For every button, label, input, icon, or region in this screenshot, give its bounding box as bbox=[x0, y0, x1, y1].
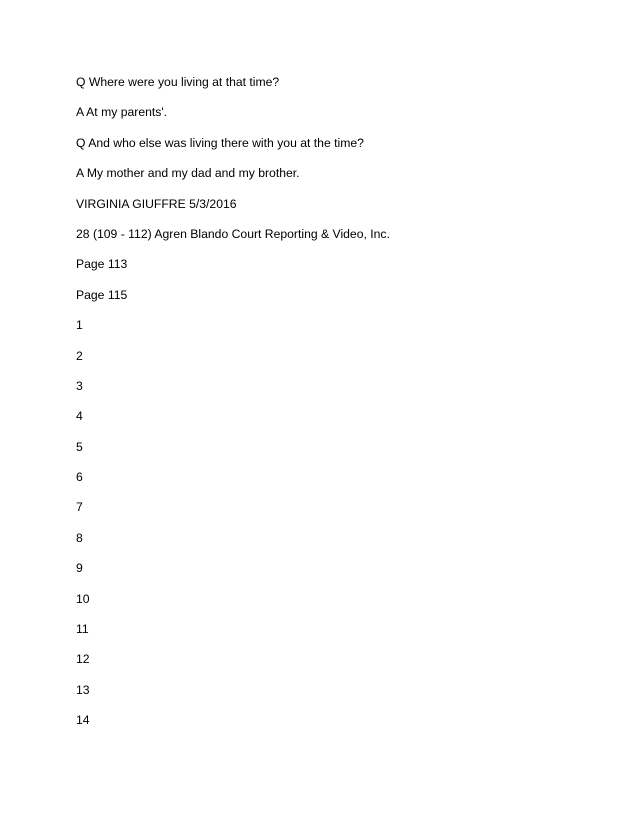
line-number: 10 bbox=[76, 591, 90, 606]
question-line: Q And who else was living there with you at the time? bbox=[76, 135, 364, 150]
page-label: Page 115 bbox=[76, 287, 128, 302]
line-number: 9 bbox=[76, 561, 83, 576]
line-number: 14 bbox=[76, 713, 90, 728]
line-number: 1 bbox=[76, 318, 83, 333]
line-number: 3 bbox=[76, 378, 83, 393]
page-label: Page 113 bbox=[76, 257, 128, 272]
line-number: 2 bbox=[76, 348, 83, 363]
question-line: Q Where were you living at that time? bbox=[76, 75, 280, 89]
line-number: 12 bbox=[76, 652, 90, 667]
answer-line: A My mother and my dad and my brother. bbox=[76, 166, 300, 181]
line-number: 8 bbox=[76, 530, 83, 545]
transcript-lines bbox=[76, 73, 390, 742]
deponent-header: VIRGINIA GIUFFRE 5/3/2016 bbox=[76, 196, 237, 211]
line-number: 5 bbox=[76, 439, 83, 454]
line-number: 6 bbox=[76, 470, 83, 485]
line-number: 4 bbox=[76, 409, 83, 424]
answer-line: A At my parents'. bbox=[76, 105, 168, 120]
line-number: 11 bbox=[76, 622, 89, 637]
line-number: 7 bbox=[76, 500, 83, 515]
page-range-footer: 28 (109 - 112) Agren Blando Court Reporting & Video, Inc. bbox=[76, 226, 390, 241]
line-number: 13 bbox=[76, 682, 90, 697]
